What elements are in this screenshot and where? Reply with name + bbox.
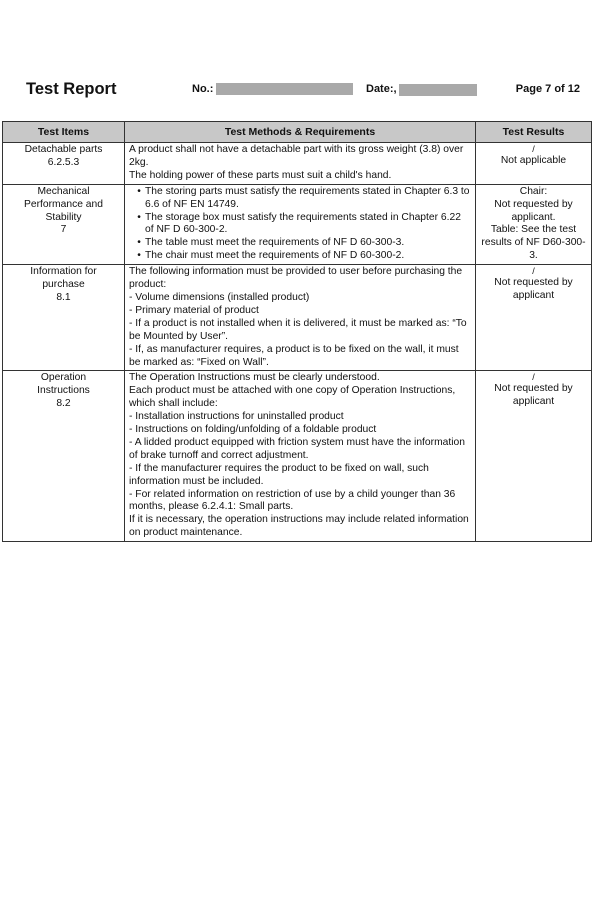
- requirement-bullet-item: [129, 237, 471, 250]
- requirement-line: [129, 318, 471, 344]
- table-header-row: [3, 122, 592, 143]
- requirement-line: [129, 305, 471, 318]
- requirement-line: [129, 437, 471, 463]
- requirement-line: [129, 144, 471, 170]
- report-header: [26, 80, 582, 102]
- requirements-cell: [125, 371, 476, 542]
- redacted-report-date: [399, 84, 477, 96]
- test-result-line: Table: See the test results of NF D60-300-3.: [481, 224, 586, 262]
- test-result-cell: [476, 371, 592, 542]
- column-header-test-items: Test Items: [3, 122, 125, 143]
- test-item-line: Stability: [45, 211, 82, 223]
- requirement-text: If it is necessary, the operation instructions may include related information on product maintenance.: [129, 514, 469, 539]
- requirement-bullet-item: [129, 250, 471, 263]
- test-item-line: Operation: [40, 372, 87, 384]
- test-result-cell: [476, 265, 592, 371]
- test-result-line: /: [532, 266, 535, 277]
- test-item-line: 8.2: [56, 398, 71, 410]
- test-item-cell: [3, 143, 125, 185]
- test-item-line: 8.1: [56, 291, 71, 303]
- requirement-text: The table must meet the requirements of NF D 60-300-3.: [145, 237, 405, 249]
- test-item-line: 6.2.5.3: [47, 156, 80, 168]
- requirement-text: The Operation Instructions must be clearly understood.: [129, 372, 380, 384]
- report-date-label: Date:,: [366, 83, 397, 95]
- report-title: Test Report: [26, 80, 117, 98]
- test-result-line: Not applicable: [500, 155, 567, 166]
- test-item-line: Instructions: [37, 385, 90, 397]
- requirement-line: [129, 411, 471, 424]
- requirement-text: - A lidded product equipped with friction system must have the information of brake turnoff and correct adjustment.: [129, 436, 465, 461]
- requirement-line: [129, 372, 471, 385]
- requirement-text: - If, as manufacturer requires, a product is to be fixed on the wall, it must be marked as: “Fixed on Wall”.: [129, 343, 459, 368]
- requirement-line: [129, 385, 471, 411]
- test-result-line: Not requested by applicant: [494, 277, 573, 302]
- redacted-report-number: [216, 83, 353, 95]
- table-body: [3, 143, 592, 542]
- requirement-line: [129, 489, 471, 515]
- requirements-cell: [125, 265, 476, 371]
- requirement-bullet-item: [129, 186, 471, 212]
- requirement-text: - For related information on restriction of use by a child younger than 36 months, please 6.2.4.1: Small parts.: [129, 488, 456, 513]
- requirement-text: The storage box must satisfy the requirements stated in Chapter 6.22 of NF D 60-300-2.: [145, 211, 461, 236]
- requirement-text: A product shall not have a detachable part with its gross weight (3.8) over 2kg.: [129, 144, 464, 168]
- table-row: [3, 371, 592, 542]
- requirement-text: - Installation instructions for uninstalled product: [129, 411, 344, 423]
- requirement-line: [129, 266, 471, 292]
- test-result-line: /: [532, 372, 535, 383]
- requirement-text: - If the manufacturer requires the product to be fixed on wall, such information must be included.: [129, 462, 429, 487]
- test-result-line: /: [532, 144, 535, 154]
- requirement-text: - Instructions on folding/unfolding of a foldable product: [129, 424, 377, 436]
- test-item-line: purchase: [42, 279, 85, 291]
- test-item-line: Information for: [30, 266, 97, 278]
- requirement-line: [129, 344, 471, 370]
- report-number-label: No.:: [192, 83, 214, 95]
- test-result-cell: [476, 184, 592, 264]
- requirement-text: The following information must be provided to user before purchasing the product:: [129, 266, 463, 291]
- requirement-text: - Volume dimensions (installed product): [129, 291, 310, 303]
- column-header-test-methods: Test Methods & Requirements: [125, 122, 476, 143]
- test-result-cell: [476, 143, 592, 185]
- requirement-line: [129, 463, 471, 489]
- requirements-cell: [125, 143, 476, 185]
- test-item-cell: [3, 184, 125, 264]
- test-item-line: Detachable parts: [24, 144, 103, 155]
- requirement-text: The storing parts must satisfy the requirements stated in Chapter 6.3 to 6.6 of NF EN 14749.: [145, 185, 470, 210]
- requirement-line: [129, 292, 471, 305]
- page-number: Page 7 of 12: [515, 83, 580, 95]
- table-row: [3, 184, 592, 264]
- requirement-text: The holding power of these parts must suit a child's hand.: [129, 169, 392, 181]
- test-result-line: Not requested by applicant.: [494, 198, 573, 223]
- requirement-bullet-item: [129, 212, 471, 238]
- test-item-line: Mechanical: [37, 185, 90, 197]
- test-item-cell: [3, 371, 125, 542]
- test-result-line: Chair:: [519, 185, 548, 197]
- requirement-text: - If a product is not installed when it is delivered, it must be marked as: “To be Mounted by User”.: [129, 317, 467, 342]
- table-row: [3, 143, 592, 185]
- test-result-line: Not requested by applicant: [494, 383, 573, 408]
- test-item-cell: [3, 265, 125, 371]
- requirements-cell: [125, 184, 476, 264]
- column-header-test-results: Test Results: [476, 122, 592, 143]
- table-row: [3, 265, 592, 371]
- requirement-text: Each product must be attached with one copy of Operation Instructions, which shall include:: [129, 385, 456, 410]
- requirement-line: [129, 424, 471, 437]
- test-results-table: [2, 121, 592, 542]
- requirement-text: The chair must meet the requirements of NF D 60-300-2.: [145, 250, 405, 262]
- test-item-line: Performance and: [24, 198, 103, 210]
- requirement-line: [129, 170, 471, 183]
- requirement-text: - Primary material of product: [129, 304, 259, 316]
- test-item-line: 7: [60, 224, 67, 236]
- requirement-line: [129, 514, 471, 540]
